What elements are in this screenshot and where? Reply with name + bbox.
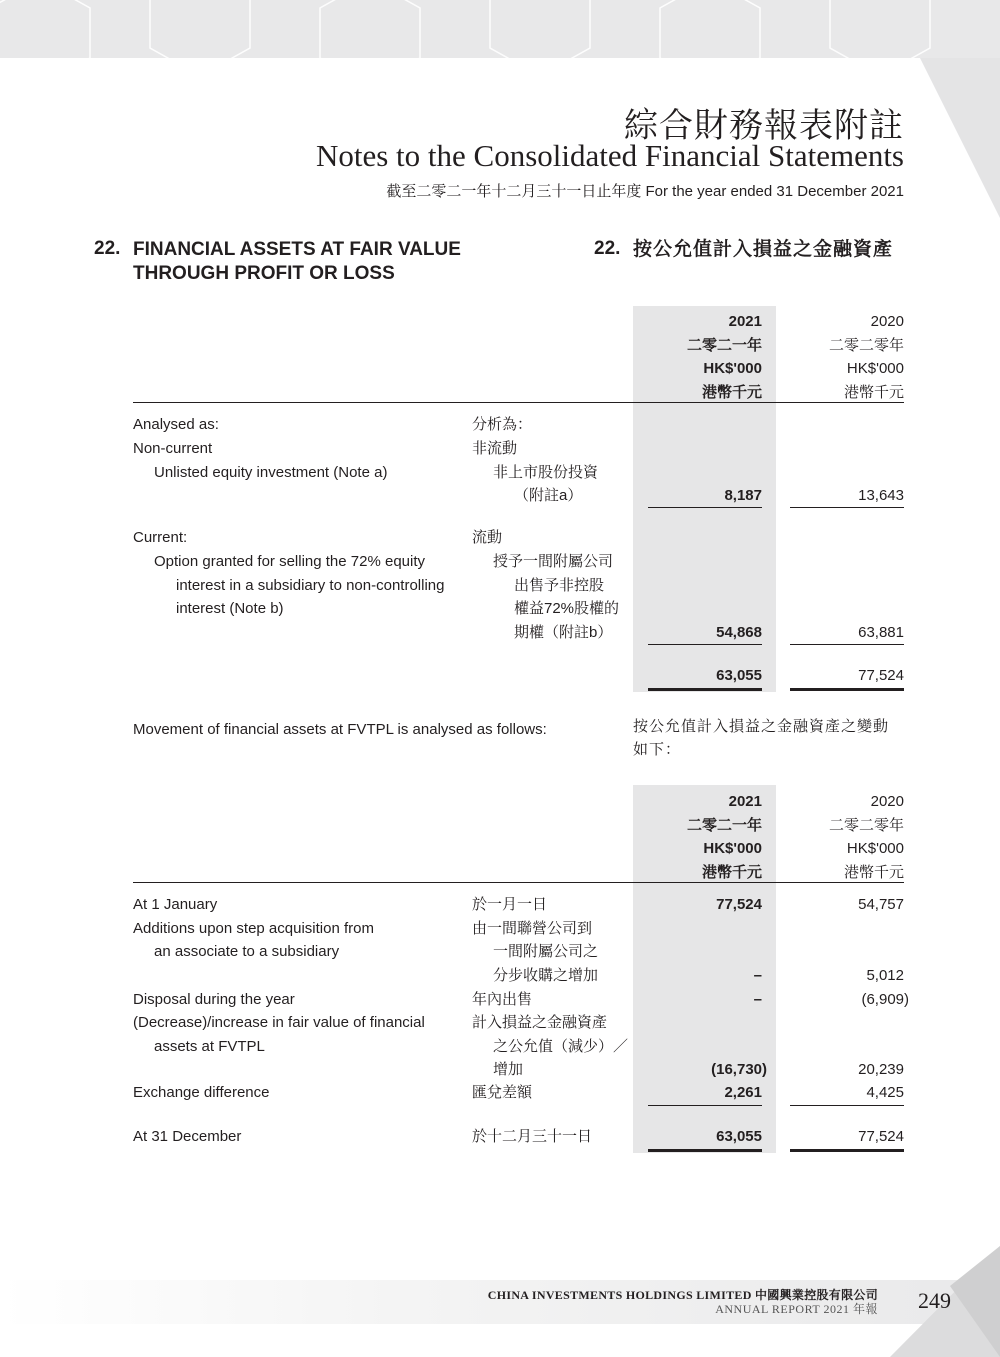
row-label: Current: (133, 529, 188, 546)
page-title-en: Notes to the Consolidated Financial Statements (315, 138, 904, 173)
header-rule (133, 882, 904, 883)
value-2020: 13,643 (858, 487, 904, 504)
value-2021: – (753, 967, 762, 984)
unit-label-zh: 港幣千元 (843, 863, 904, 881)
unit-label-zh: 港幣千元 (701, 863, 762, 881)
total-2020: 77,524 (858, 1128, 904, 1145)
value-2020: 20,239 (858, 1061, 904, 1078)
year-label: 2021 (728, 313, 762, 330)
subtotal-rule (790, 507, 904, 508)
row-label-zh: 匯兌差額 (472, 1084, 533, 1101)
total-rule (790, 1149, 904, 1152)
unit-label-zh: 港幣千元 (701, 383, 762, 401)
unit-label-zh: 港幣千元 (843, 383, 904, 401)
subtotal-rule (790, 644, 904, 645)
row-label-zh: 年內出售 (472, 991, 533, 1008)
column-header-2021 (642, 790, 762, 884)
footer-company-name: CHINA INVESTMENTS HOLDINGS LIMITED 中國興業控股有限公司 (487, 1288, 878, 1302)
row-label-zh: 增加 (493, 1061, 524, 1078)
subtotal-rule (648, 644, 762, 645)
page-subtitle: 截至二零二一年十二月三十一日止年度 For the year ended 31 December 2021 (386, 183, 904, 200)
row-label-zh: 授予一間附屬公司 (493, 553, 614, 570)
row-label-zh: 由一間聯營公司到 (472, 920, 593, 937)
value-2020: 54,757 (858, 896, 904, 913)
total-2021: 63,055 (716, 667, 762, 684)
year-label-zh: 二零二零年 (828, 816, 904, 834)
year-label: 2021 (728, 793, 762, 810)
unit-label: HK$'000 (703, 360, 762, 377)
page-number: 249 (918, 1288, 951, 1313)
row-label-zh: 之公允值（減少）／ (493, 1038, 629, 1055)
movement-intro-zh: 按公允值計入損益之金融資產之變動 (633, 718, 890, 735)
value-2021: 54,868 (716, 624, 762, 641)
unit-label: HK$'000 (846, 360, 904, 377)
row-label-zh: 流動 (472, 529, 503, 546)
row-label: Unlisted equity investment (Note a) (154, 464, 388, 481)
year-label: 2020 (870, 313, 904, 330)
row-label: (Decrease)/increase in fair value of financial (133, 1014, 425, 1031)
subtotal-rule (790, 1105, 904, 1106)
row-label: Option granted for selling the 72% equity (154, 553, 426, 570)
row-label-zh: 計入損益之金融資產 (472, 1014, 608, 1031)
row-label-zh: 出售予非控股 (514, 577, 605, 594)
row-label: assets at FVTPL (154, 1038, 265, 1055)
hexagon-pattern (0, 0, 1000, 58)
corner-decoration (920, 58, 1000, 218)
header-rule (133, 402, 904, 403)
row-label-zh: 分步收購之增加 (493, 967, 599, 984)
total-rule (648, 1149, 762, 1152)
value-2020: (6,909) (861, 991, 909, 1008)
total-2020: 77,524 (858, 667, 904, 684)
section-number-zh: 22. (594, 238, 621, 259)
section-title-en: FINANCIAL ASSETS AT FAIR VALUE THROUGH PROFIT OR LOSS (133, 239, 461, 284)
value-2020: 5,012 (866, 967, 904, 984)
footer-report-label: ANNUAL REPORT 2021 年報 (715, 1302, 878, 1316)
subtotal-rule (648, 1105, 762, 1106)
value-2021: 8,187 (724, 487, 762, 504)
value-2021: 2,261 (724, 1084, 762, 1101)
year-label-zh: 二零二一年 (686, 336, 762, 354)
row-label: Disposal during the year (133, 991, 295, 1008)
row-label-zh: 非流動 (472, 440, 518, 457)
column-header-2020 (784, 790, 904, 884)
row-label: an associate to a subsidiary (154, 943, 340, 960)
row-label-zh: 期權（附註b） (514, 624, 613, 641)
total-rule (648, 688, 762, 691)
row-label-zh: 分析為： (472, 416, 533, 433)
value-2021: (16,730) (711, 1061, 767, 1078)
row-label-zh: 非上市股份投資 (493, 464, 599, 481)
row-label: interest (Note b) (176, 600, 284, 617)
row-label-zh: 於一月一日 (472, 896, 548, 913)
row-label-zh: 一間附屬公司之 (493, 943, 599, 960)
year-label: 2020 (870, 793, 904, 810)
value-2020: 63,881 (858, 624, 904, 641)
column-header-2020 (784, 310, 904, 404)
header-decoration-band (0, 0, 1000, 58)
row-label: At 1 January (133, 896, 218, 913)
movement-intro-en: Movement of financial assets at FVTPL is analysed as follows: (133, 721, 547, 738)
row-label-zh: 權益72%股權的 (514, 600, 620, 617)
total-2021: 63,055 (716, 1128, 762, 1145)
page-title-zh: 綜合財務報表附註 (624, 106, 904, 146)
subtotal-rule (648, 507, 762, 508)
value-2021: – (753, 991, 762, 1008)
year-label-zh: 二零二零年 (828, 336, 904, 354)
unit-label: HK$'000 (846, 840, 904, 857)
total-rule (790, 688, 904, 691)
row-label: Analysed as: (133, 416, 219, 433)
row-label: Exchange difference (133, 1084, 270, 1101)
column-header-2021 (642, 310, 762, 404)
unit-label: HK$'000 (703, 840, 762, 857)
section-title-zh: 按公允值計入損益之金融資產 (633, 239, 894, 260)
row-label: Additions upon step acquisition from (133, 920, 374, 937)
row-label: At 31 December (133, 1128, 242, 1145)
year-label-zh: 二零二一年 (686, 816, 762, 834)
movement-intro-zh: 如下： (633, 741, 682, 758)
row-label: interest in a subsidiary to non-controlling (176, 577, 445, 594)
row-label: Non-current (133, 440, 213, 457)
row-label-zh: 於十二月三十一日 (472, 1128, 593, 1145)
value-2021: 77,524 (716, 896, 762, 913)
value-2020: 4,425 (866, 1084, 904, 1101)
row-label-zh: （附註a） (514, 487, 583, 504)
section-number-en: 22. (94, 238, 121, 259)
